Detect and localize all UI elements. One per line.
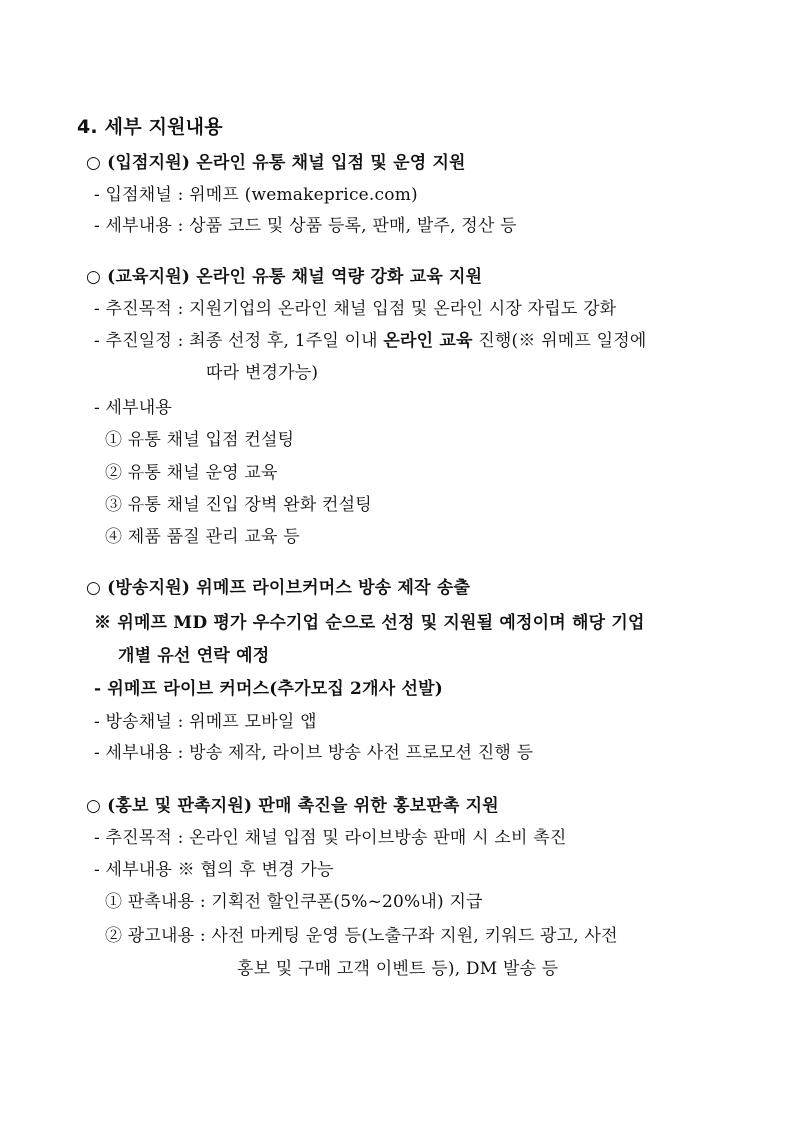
schedule-bold: 온라인 교육 — [383, 331, 473, 351]
promotion-detail-label: - 세부내용 ※ 협의 후 변경 가능 — [94, 860, 334, 880]
education-purpose-line: - 추진목적 : 지원기업의 온라인 채널 입점 및 온라인 시장 자립도 강화 — [94, 299, 617, 319]
promotion-purpose-line: - 추진목적 : 온라인 채널 입점 및 라이브방송 판매 시 소비 촉진 — [94, 828, 567, 848]
education-item-3: ③ 유통 채널 진입 장벽 완화 컨설팅 — [105, 495, 372, 515]
circle-bullet-icon: ○ — [86, 153, 102, 173]
promotion-item-2: ② 광고내용 : 사전 마케팅 운영 등(노출구좌 지원, 키워드 광고, 사전 — [105, 926, 618, 946]
circle-bullet-icon: ○ — [86, 796, 102, 816]
schedule-suffix: 진행(※ 위메프 일정에 — [472, 331, 647, 351]
broadcast-detail-line: - 세부내용 : 방송 제작, 라이브 방송 사전 프로모션 진행 등 — [94, 743, 534, 763]
education-item-1: ① 유통 채널 입점 컨설팅 — [105, 430, 295, 450]
title-text: (교육지원) 온라인 유통 채널 역량 강화 교육 지원 — [107, 267, 483, 287]
section-title-broadcast — [86, 577, 470, 599]
section-title-store-entry — [86, 152, 466, 174]
title-text: (홍보 및 판촉지원) 판매 촉진을 위한 홍보판촉 지원 — [107, 796, 499, 816]
education-schedule-line — [94, 330, 646, 352]
education-item-2: ② 유통 채널 운영 교육 — [105, 463, 278, 483]
promotion-item-1: ① 판촉내용 : 기획전 할인쿠폰(5%~20%내) 지급 — [105, 892, 483, 912]
section-title-promotion — [86, 795, 499, 817]
entry-channel-line: - 입점채널 : 위메프 (wemakeprice.com) — [94, 185, 418, 205]
education-item-4: ④ 제품 품질 관리 교육 등 — [105, 527, 300, 547]
circle-bullet-icon: ○ — [86, 267, 102, 287]
education-detail-label: - 세부내용 — [94, 398, 173, 418]
title-text: (입점지원) 온라인 유통 채널 입점 및 운영 지원 — [107, 153, 466, 173]
title-text: (방송지원) 위메프 라이브커머스 방송 제작 송출 — [107, 578, 471, 598]
education-schedule-continuation: 따라 변경가능) — [206, 363, 319, 383]
schedule-prefix: - 추진일정 : 최종 선정 후, 1주일 이내 — [94, 331, 384, 351]
section-heading: 4. 세부 지원내용 — [77, 116, 223, 138]
circle-bullet-icon: ○ — [86, 578, 102, 598]
section-title-education — [86, 266, 482, 288]
broadcast-channel-line: - 방송채널 : 위메프 모바일 앱 — [94, 712, 317, 732]
broadcast-highlight-line: - 위메프 라이브 커머스(추가모집 2개사 선발) — [94, 679, 443, 699]
promotion-item-2-continuation: 홍보 및 구매 고객 이벤트 등), DM 발송 등 — [237, 959, 559, 979]
broadcast-note-line-2: 개별 유선 연락 예정 — [118, 646, 270, 666]
entry-detail-line: - 세부내용 : 상품 코드 및 상품 등록, 판매, 발주, 정산 등 — [94, 216, 517, 236]
broadcast-note-line-1: ※ 위메프 MD 평가 우수기업 순으로 선정 및 지원될 예정이며 해당 기업 — [94, 613, 645, 633]
